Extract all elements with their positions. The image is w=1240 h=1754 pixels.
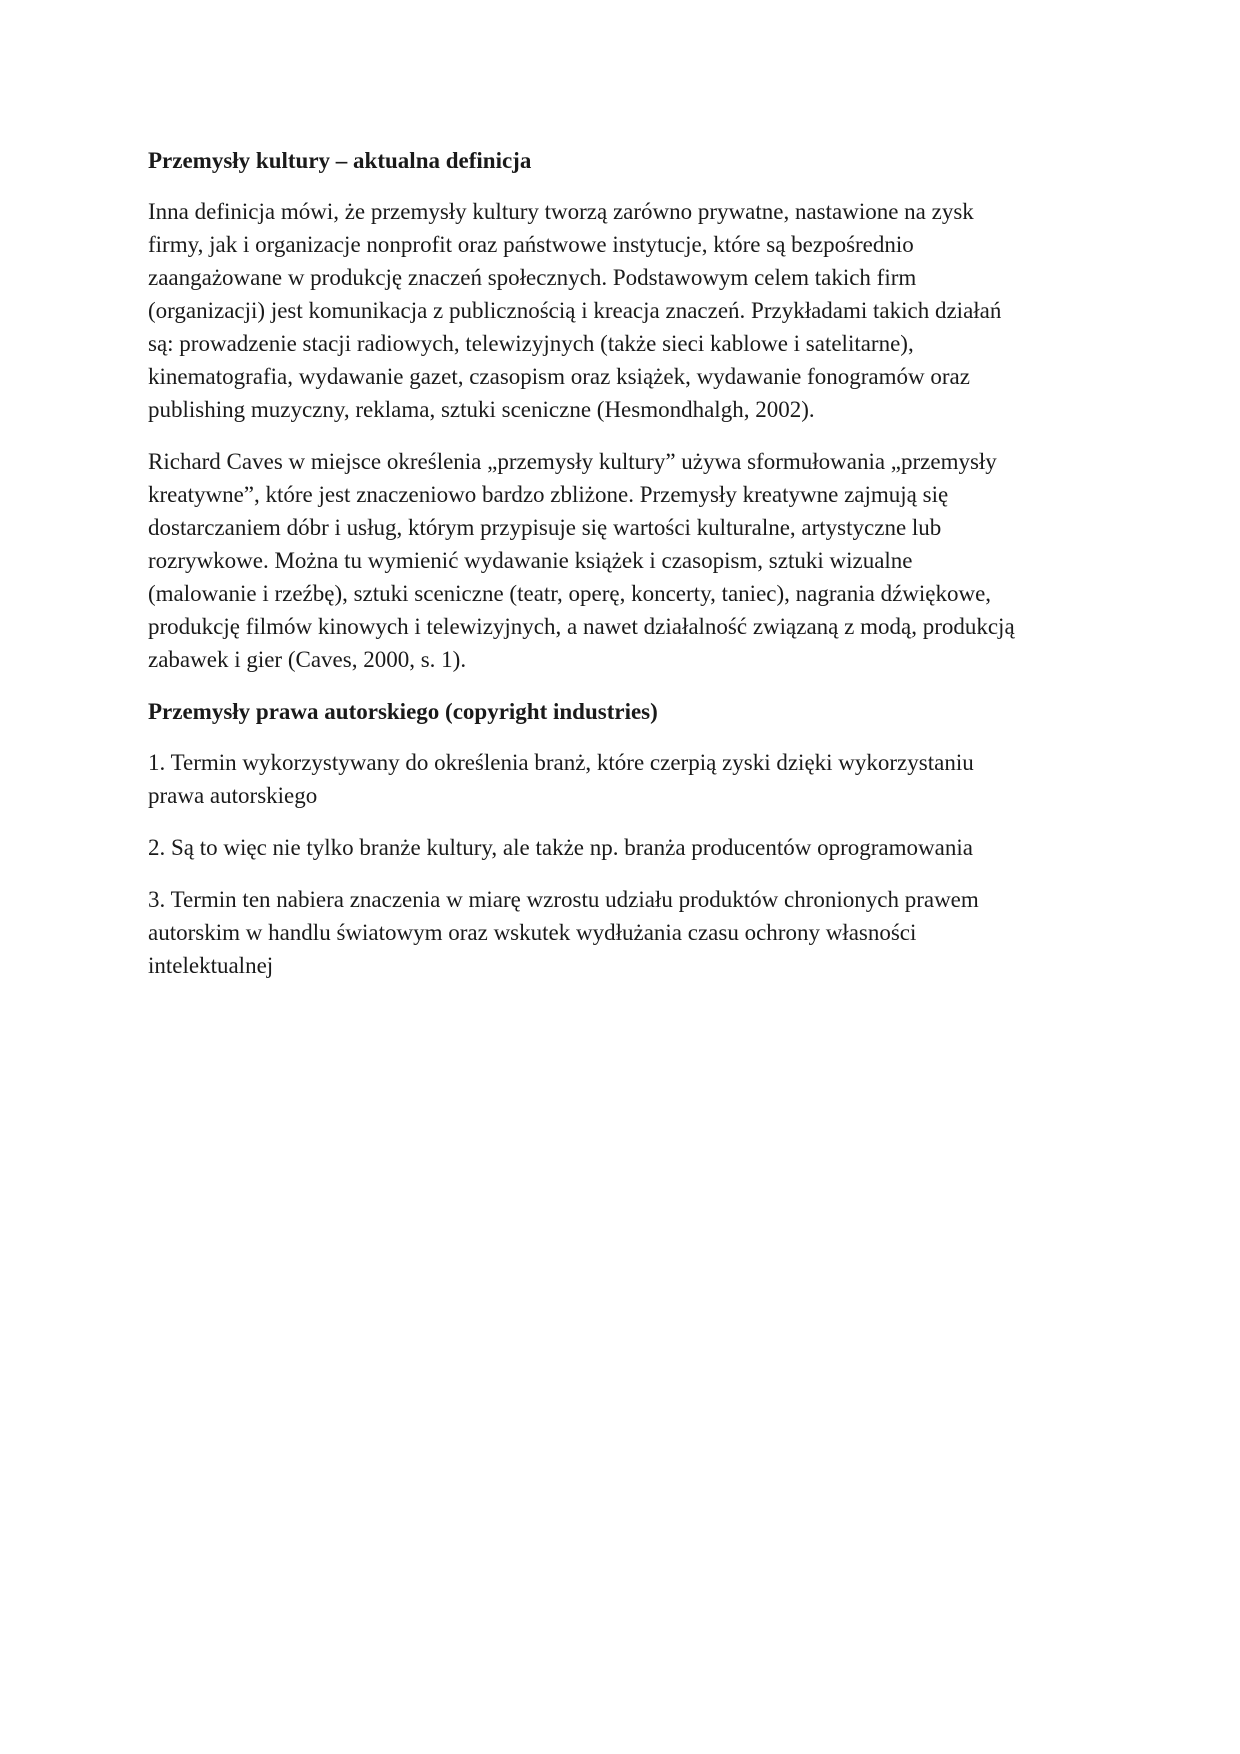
text-line: Richard Caves w miejsce określenia „przemysły kultury” używa sformułowania „przemysły bbox=[148, 449, 997, 474]
paragraph-caves bbox=[148, 445, 1098, 676]
text-line: produkcję filmów kinowych i telewizyjnych, a nawet działalność związaną z modą, produkcją bbox=[148, 614, 1015, 639]
section-heading-culture-industries: Przemysły kultury – aktualna definicja bbox=[148, 148, 532, 173]
text-line: dostarczaniem dóbr i usług, którym przypisuje się wartości kulturalne, artystyczne lub bbox=[148, 515, 942, 540]
text-line: firmy, jak i organizacje nonprofit oraz państwowe instytucje, które są bezpośrednio bbox=[148, 232, 914, 257]
text-line: 2. Są to więc nie tylko branże kultury, ale także np. branża producentów oprogramowania bbox=[148, 835, 973, 860]
text-line: 3. Termin ten nabiera znaczenia w miarę wzrostu udziału produktów chronionych prawem bbox=[148, 887, 979, 912]
section-heading-copyright-industries: Przemysły prawa autorskiego (copyright industries) bbox=[148, 699, 658, 724]
text-line: 1. Termin wykorzystywany do określenia branż, które czerpią zyski dzięki wykorzystaniu bbox=[148, 750, 974, 775]
text-line: kreatywne”, które jest znaczeniowo bardzo zbliżone. Przemysły kreatywne zajmują się bbox=[148, 482, 949, 507]
list-item-1 bbox=[148, 746, 1098, 812]
paragraph-definition bbox=[148, 195, 1098, 426]
text-line: prawa autorskiego bbox=[148, 783, 318, 808]
text-line: (organizacji) jest komunikacja z publicznością i kreacja znaczeń. Przykładami takich działań bbox=[148, 298, 1002, 323]
text-line: autorskim w handlu światowym oraz wskutek wydłużania czasu ochrony własności bbox=[148, 920, 917, 945]
text-line: zaangażowane w produkcję znaczeń społecznych. Podstawowym celem takich firm bbox=[148, 265, 917, 290]
text-line: rozrywkowe. Można tu wymienić wydawanie książek i czasopism, sztuki wizualne bbox=[148, 548, 913, 573]
text-line: intelektualnej bbox=[148, 953, 274, 978]
document-page bbox=[148, 144, 1098, 1001]
text-line: zabawek i gier (Caves, 2000, s. 1). bbox=[148, 647, 467, 672]
list-item-3 bbox=[148, 883, 1098, 982]
text-line: kinematografia, wydawanie gazet, czasopism oraz książek, wydawanie fonogramów oraz bbox=[148, 364, 970, 389]
text-line: publishing muzyczny, reklama, sztuki sceniczne (Hesmondhalgh, 2002). bbox=[148, 397, 815, 422]
text-line: są: prowadzenie stacji radiowych, telewizyjnych (także sieci kablowe i satelitarne), bbox=[148, 331, 914, 356]
text-line: Inna definicja mówi, że przemysły kultury tworzą zarówno prywatne, nastawione na zysk bbox=[148, 199, 974, 224]
text-line: (malowanie i rzeźbę), sztuki sceniczne (teatr, operę, koncerty, taniec), nagrania dźwiękowe, bbox=[148, 581, 992, 606]
list-item-2 bbox=[148, 831, 1098, 864]
